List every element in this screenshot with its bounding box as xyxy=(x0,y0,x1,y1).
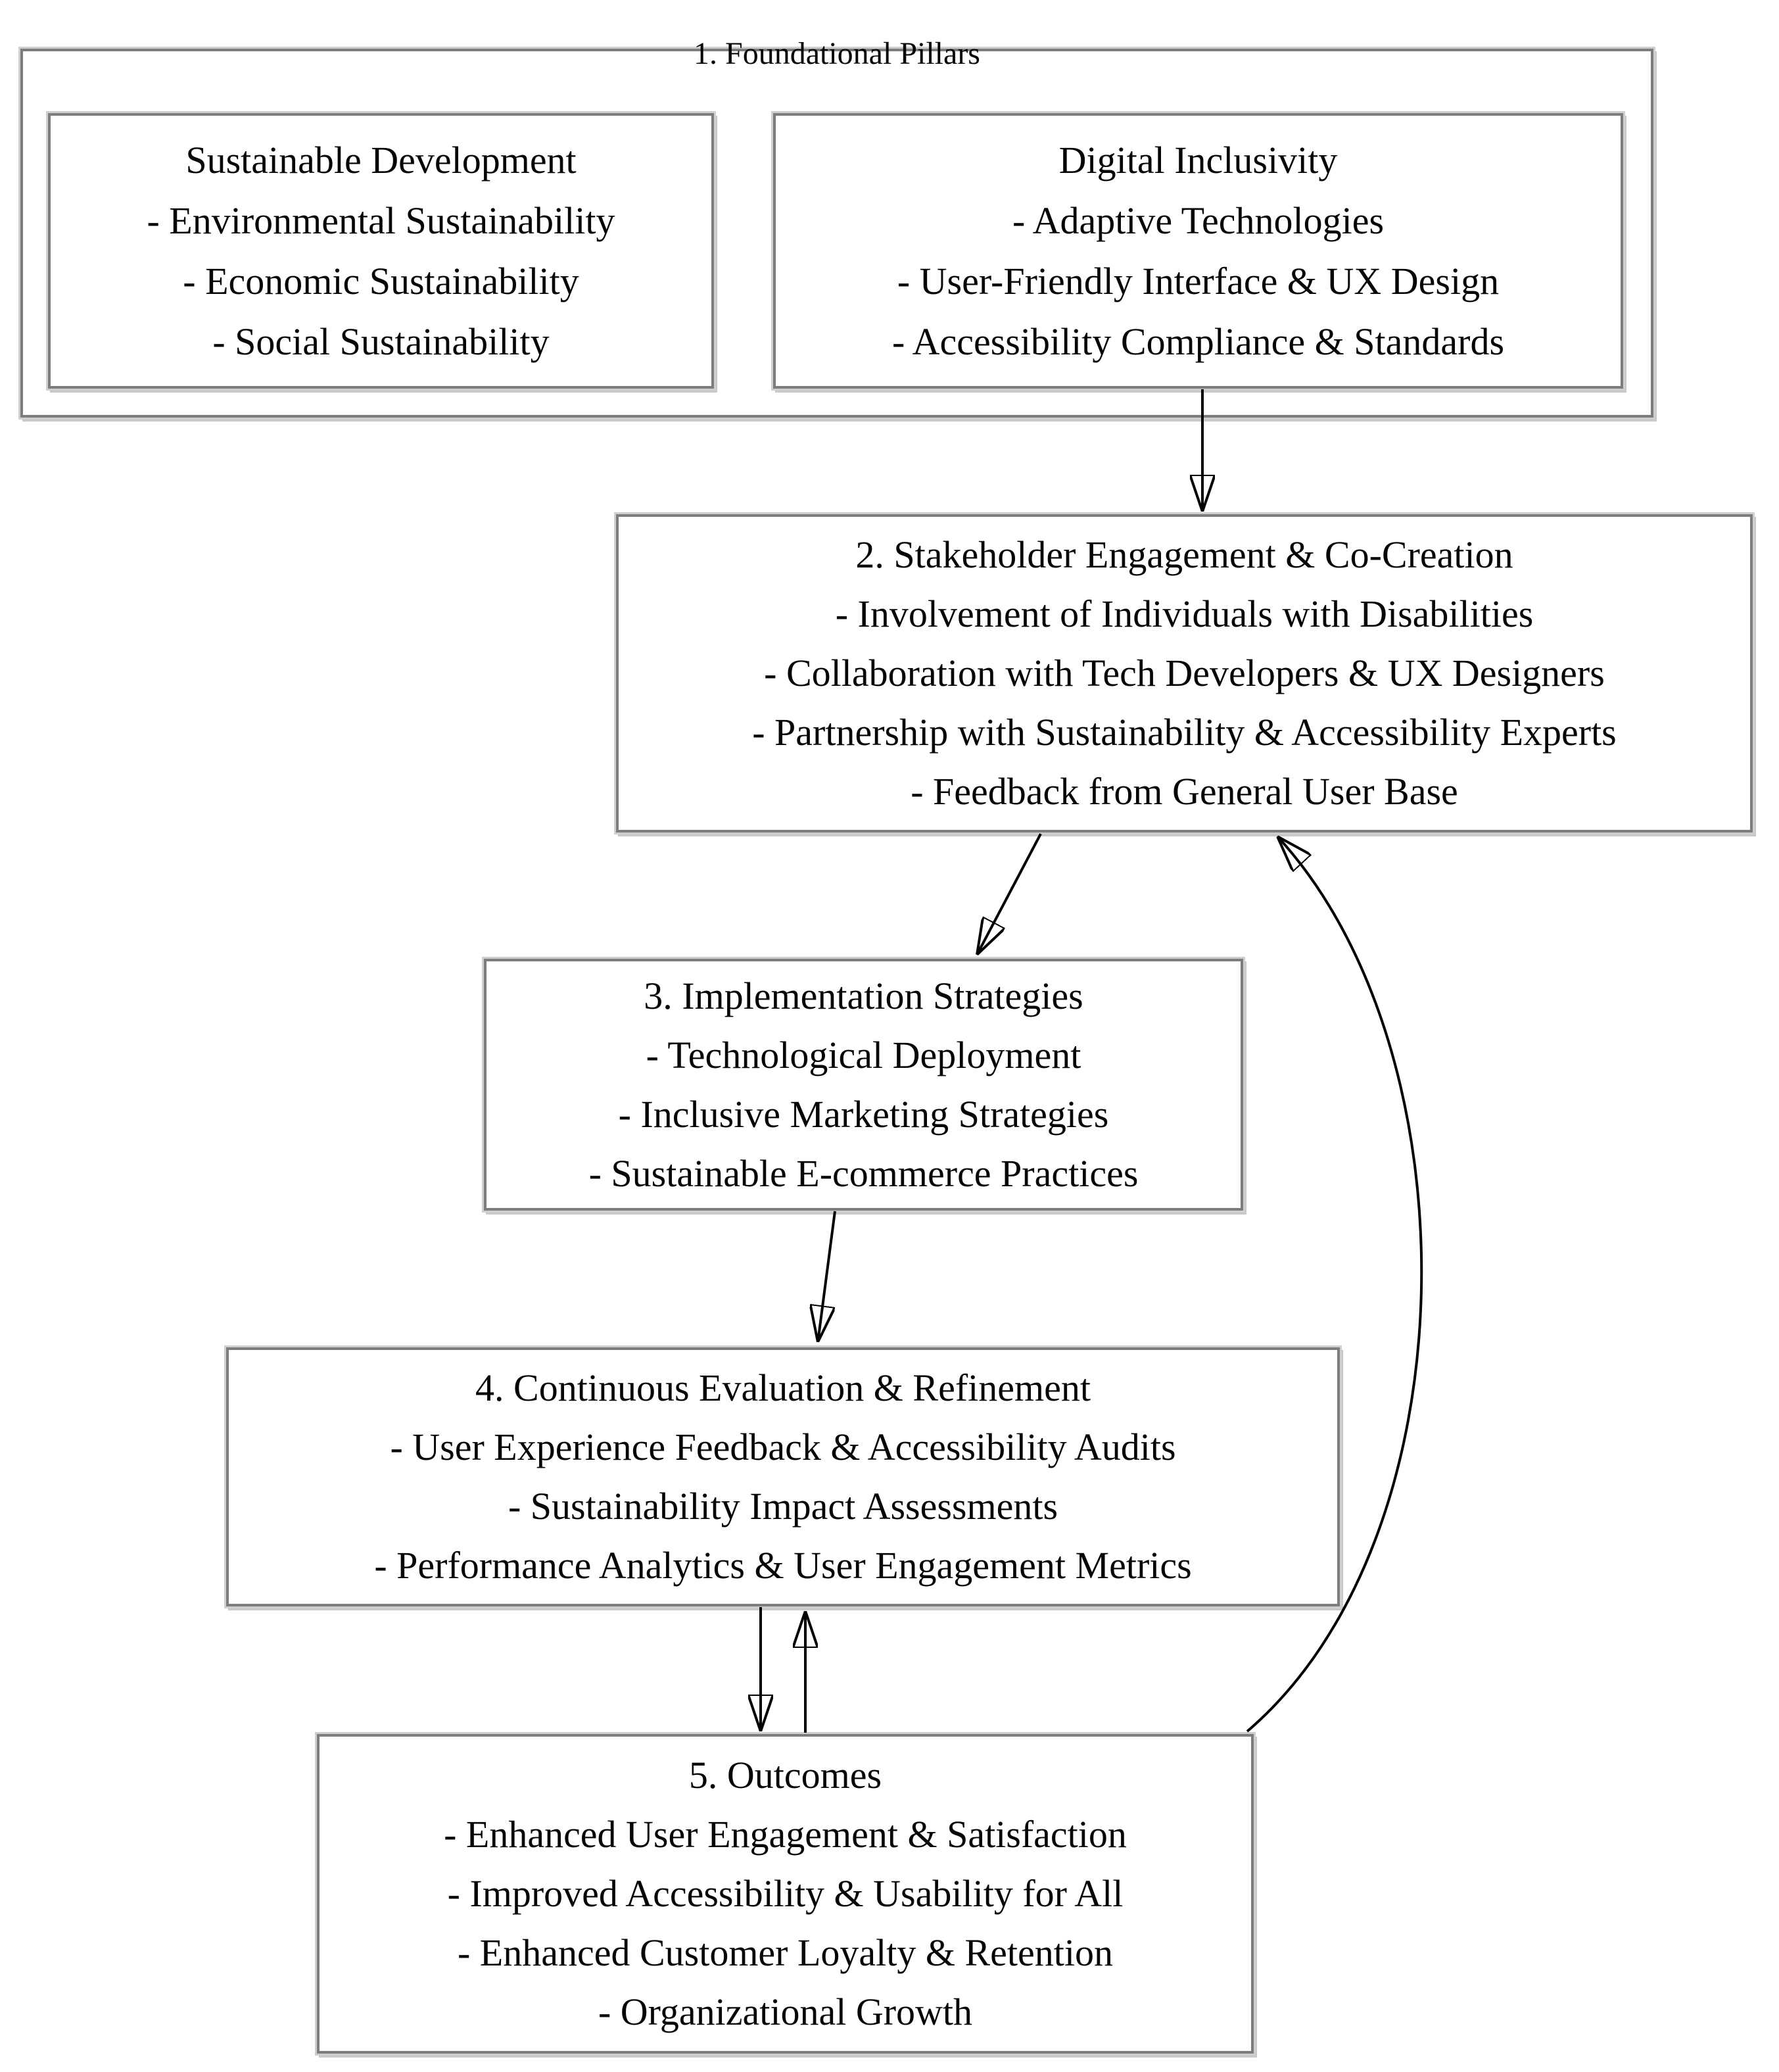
box-digital-inclusivity xyxy=(773,113,1623,389)
box-continuous-evaluation xyxy=(226,1347,1340,1606)
box-line: - Sustainable E-commerce Practices xyxy=(588,1151,1139,1195)
box-line: - Organizational Growth xyxy=(598,1990,973,2033)
box-line: Sustainable Development xyxy=(185,138,577,181)
box-line: - Accessibility Compliance & Standards xyxy=(891,320,1505,363)
box-line: 4. Continuous Evaluation & Refinement xyxy=(475,1366,1091,1409)
box-line: - Social Sustainability xyxy=(212,320,550,363)
box-line: - Feedback from General User Base xyxy=(911,770,1458,813)
group-title: 1. Foundational Pillars xyxy=(694,36,980,71)
box-line: - Environmental Sustainability xyxy=(147,199,615,242)
box-outcomes xyxy=(317,1734,1254,2054)
box-sustainable-development xyxy=(48,113,714,389)
box-line: - Sustainability Impact Assessments xyxy=(508,1485,1058,1528)
box-line: - Enhanced Customer Loyalty & Retention xyxy=(457,1931,1114,1974)
box-line: 3. Implementation Strategies xyxy=(644,974,1083,1017)
box-line: - Enhanced User Engagement & Satisfaction xyxy=(444,1813,1127,1856)
box-line: - User-Friendly Interface & UX Design xyxy=(897,259,1500,302)
box-line: - Improved Accessibility & Usability for All xyxy=(447,1872,1124,1915)
box-implementation-strategies xyxy=(484,959,1243,1211)
box-line: - Performance Analytics & User Engagement Metrics xyxy=(374,1544,1192,1587)
box-line: - Economic Sustainability xyxy=(183,259,579,302)
arrow-implementation-to-evaluation xyxy=(818,1211,835,1342)
box-line: - Collaboration with Tech Developers & UX Designers xyxy=(764,652,1605,694)
box-stakeholder-engagement xyxy=(616,514,1753,832)
box-line: Digital Inclusivity xyxy=(1058,138,1338,181)
box-line: 2. Stakeholder Engagement & Co-Creation xyxy=(855,533,1513,576)
box-line: - Inclusive Marketing Strategies xyxy=(618,1092,1109,1136)
box-line: - Partnership with Sustainability & Accessibility Experts xyxy=(752,711,1617,754)
box-line: - Technological Deployment xyxy=(646,1033,1081,1076)
box-line: - Involvement of Individuals with Disabilities xyxy=(835,592,1534,635)
arrow-stakeholder-to-implementation xyxy=(977,834,1041,955)
box-line: 5. Outcomes xyxy=(688,1754,882,1796)
box-line: - User Experience Feedback & Accessibility Audits xyxy=(390,1426,1176,1468)
box-line: - Adaptive Technologies xyxy=(1012,199,1385,242)
